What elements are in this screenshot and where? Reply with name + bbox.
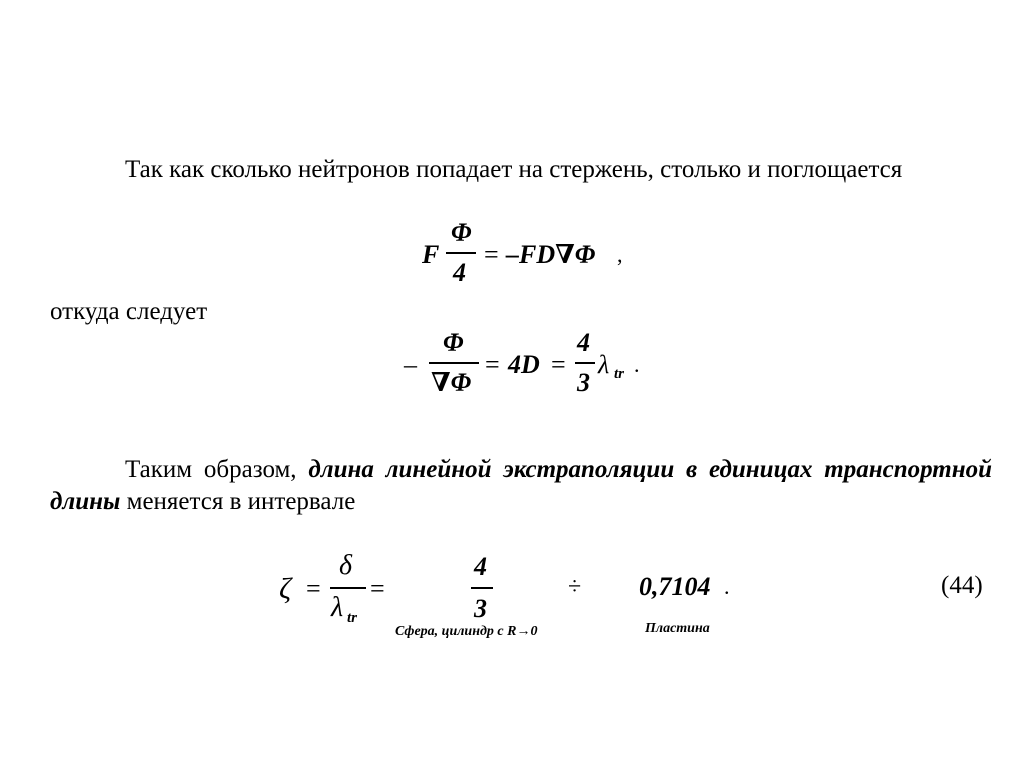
eq1-fraction-bar (446, 252, 476, 254)
eq3-period: . (724, 574, 730, 599)
eq1-comma: , (617, 242, 623, 267)
eq3-lambda: λ (331, 592, 344, 623)
eq3-equals-2: = (370, 574, 385, 603)
eq3-delta: δ (339, 550, 353, 581)
eq2-minus: – (404, 350, 417, 379)
eq2-equals-2: = (551, 350, 566, 379)
eq2-4D: 4D (508, 350, 540, 379)
eq1-numerator: Φ (451, 218, 472, 247)
eq3-frac-numerator: 4 (474, 552, 487, 581)
eq2-lambda: λ (598, 350, 610, 379)
eq3-frac-denominator: 3 (474, 594, 487, 623)
eq3-value: 0,7104 (639, 572, 711, 601)
eq2-denominator: ∇Φ (431, 368, 472, 397)
eq2-fraction-bar (429, 362, 479, 364)
eq1-F: F (422, 240, 440, 269)
paragraph-intro: Так как сколько нейтронов попадает на стержень, столько и поглощается (125, 156, 903, 183)
eq2-subscript: tr (614, 366, 625, 382)
eq3-fraction-bar (330, 587, 366, 589)
note-plate: Пластина (645, 621, 710, 636)
eq1-rhs: –FD∇Φ (506, 240, 596, 269)
eq3-subscript: tr (347, 610, 358, 626)
eq2-frac-bar-2 (575, 362, 595, 364)
eq2-frac-denominator: 3 (577, 368, 590, 397)
conclusion-end: меняется в интервале (120, 488, 356, 515)
paragraph-therefore: откуда следует (50, 298, 208, 325)
note-sphere-cylinder: Сфера, цилиндр с R→0 (395, 624, 538, 639)
eq2-equals-1: = (485, 350, 500, 379)
eq2-numerator: Φ (443, 328, 464, 357)
conclusion-emphasis: длина линейной экстраполяции в единицах транспортной длины (50, 456, 993, 515)
conclusion-start: Таким образом, (125, 456, 309, 483)
eq3-divide: ÷ (568, 574, 582, 600)
paragraph-conclusion (50, 454, 992, 518)
equation-number: (44) (941, 572, 983, 599)
eq2-frac-numerator: 4 (577, 328, 590, 357)
eq3-equals-1: = (306, 574, 321, 603)
eq3-frac-bar-2 (471, 587, 493, 589)
eq1-denominator: 4 (453, 258, 466, 287)
eq2-period: . (634, 352, 640, 377)
eq1-equals: = (484, 240, 499, 269)
eq3-zeta: ζ (279, 572, 292, 605)
